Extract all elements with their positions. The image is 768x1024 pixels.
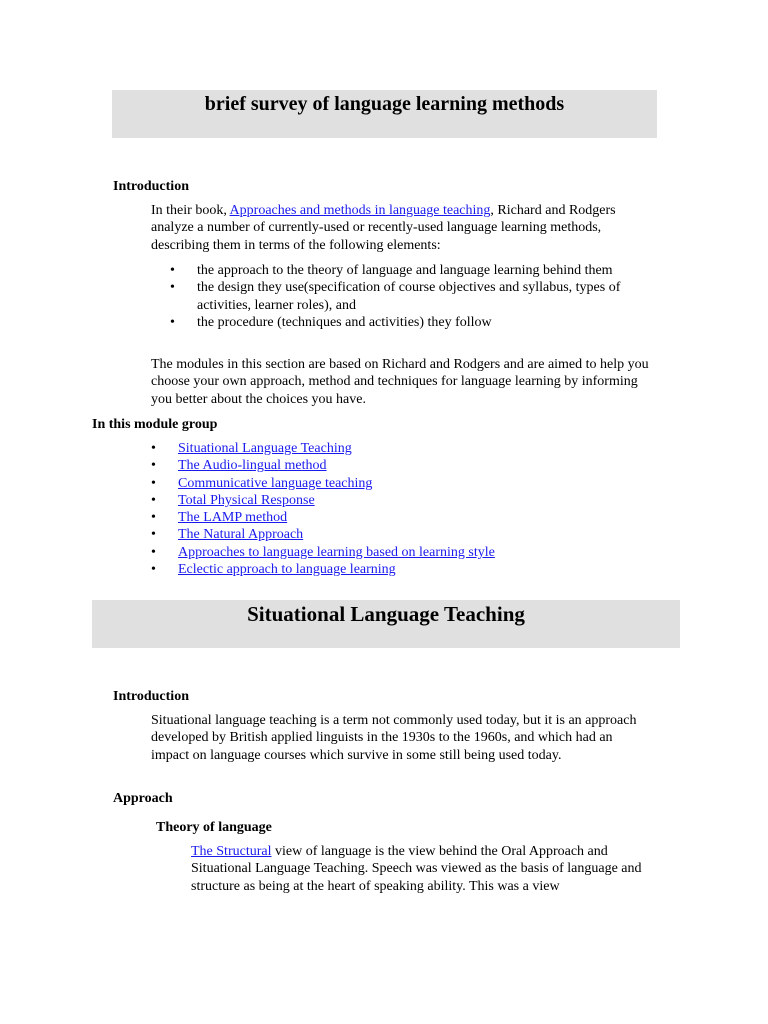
elements-list (170, 262, 660, 331)
module-link[interactable]: Situational Language Teaching (178, 441, 352, 456)
introduction-paragraph: Situational language teaching is a term not commonly used today, but it is an approach developed by British applied linguists in the 1930s to the 1960s, and which had an impact on language courses which survive in some still being used today. (151, 713, 637, 763)
module-link-item (151, 492, 661, 509)
section-title-banner (112, 90, 657, 138)
theory-paragraph (191, 843, 661, 895)
introduction-heading: Introduction (113, 689, 189, 704)
section-title-banner (92, 600, 680, 648)
module-link[interactable]: Eclectic approach to language learning (178, 562, 396, 578)
list-item: • the procedure (techniques and activities) they follow (170, 314, 660, 331)
module-link-item (151, 526, 661, 543)
module-group-heading: In this module group (92, 417, 218, 432)
list-item: • the approach to the theory of language and language learning behind them (170, 262, 660, 279)
page-title: brief survey of language learning methods (204, 92, 565, 115)
module-link[interactable]: Approaches to language learning based on learning style (178, 544, 495, 560)
intro-text-end: , Richard and Rodgers analyze a number of currently-used or recently-used language learning methods, describing them in terms of the following elements: (151, 203, 616, 253)
book-link[interactable]: Approaches and methods in language teaching (229, 203, 491, 218)
list-item: • the design they use(specification of course objectives and syllabus, types of activities, learner roles), and (170, 279, 660, 314)
module-link-item (151, 440, 661, 457)
module-link[interactable]: The Audio-lingual method (178, 458, 327, 474)
module-link-item (151, 475, 661, 492)
module-links-list (151, 440, 661, 578)
module-link[interactable]: Communicative language teaching (178, 475, 373, 491)
structural-link[interactable]: The Structural (191, 844, 272, 859)
section-title: Situational Language Teaching (247, 601, 525, 626)
theory-heading: Theory of language (156, 820, 272, 835)
introduction-heading: Introduction (113, 179, 189, 194)
module-link[interactable]: The LAMP method (178, 510, 288, 526)
approach-heading: Approach (113, 791, 173, 806)
module-link[interactable]: Total Physical Response (178, 492, 315, 508)
intro-text-start: In their book, (151, 203, 230, 218)
module-link[interactable]: The Natural Approach (178, 527, 304, 543)
modules-paragraph: The modules in this section are based on Richard and Rodgers and are aimed to help you choose your own approach, method and techniques for language learning by informing you better about the choices you have. (151, 357, 649, 407)
module-link-item (151, 457, 661, 474)
theory-text: view of language is the view behind the Oral Approach and Situational Language Teaching. Speech was viewed as the basis of language and structure as being at the heart of speaking ability. This was a view (191, 844, 642, 894)
module-link-item (151, 561, 661, 578)
module-link-item (151, 544, 661, 561)
module-link-item (151, 509, 661, 526)
introduction-paragraph (151, 202, 661, 254)
